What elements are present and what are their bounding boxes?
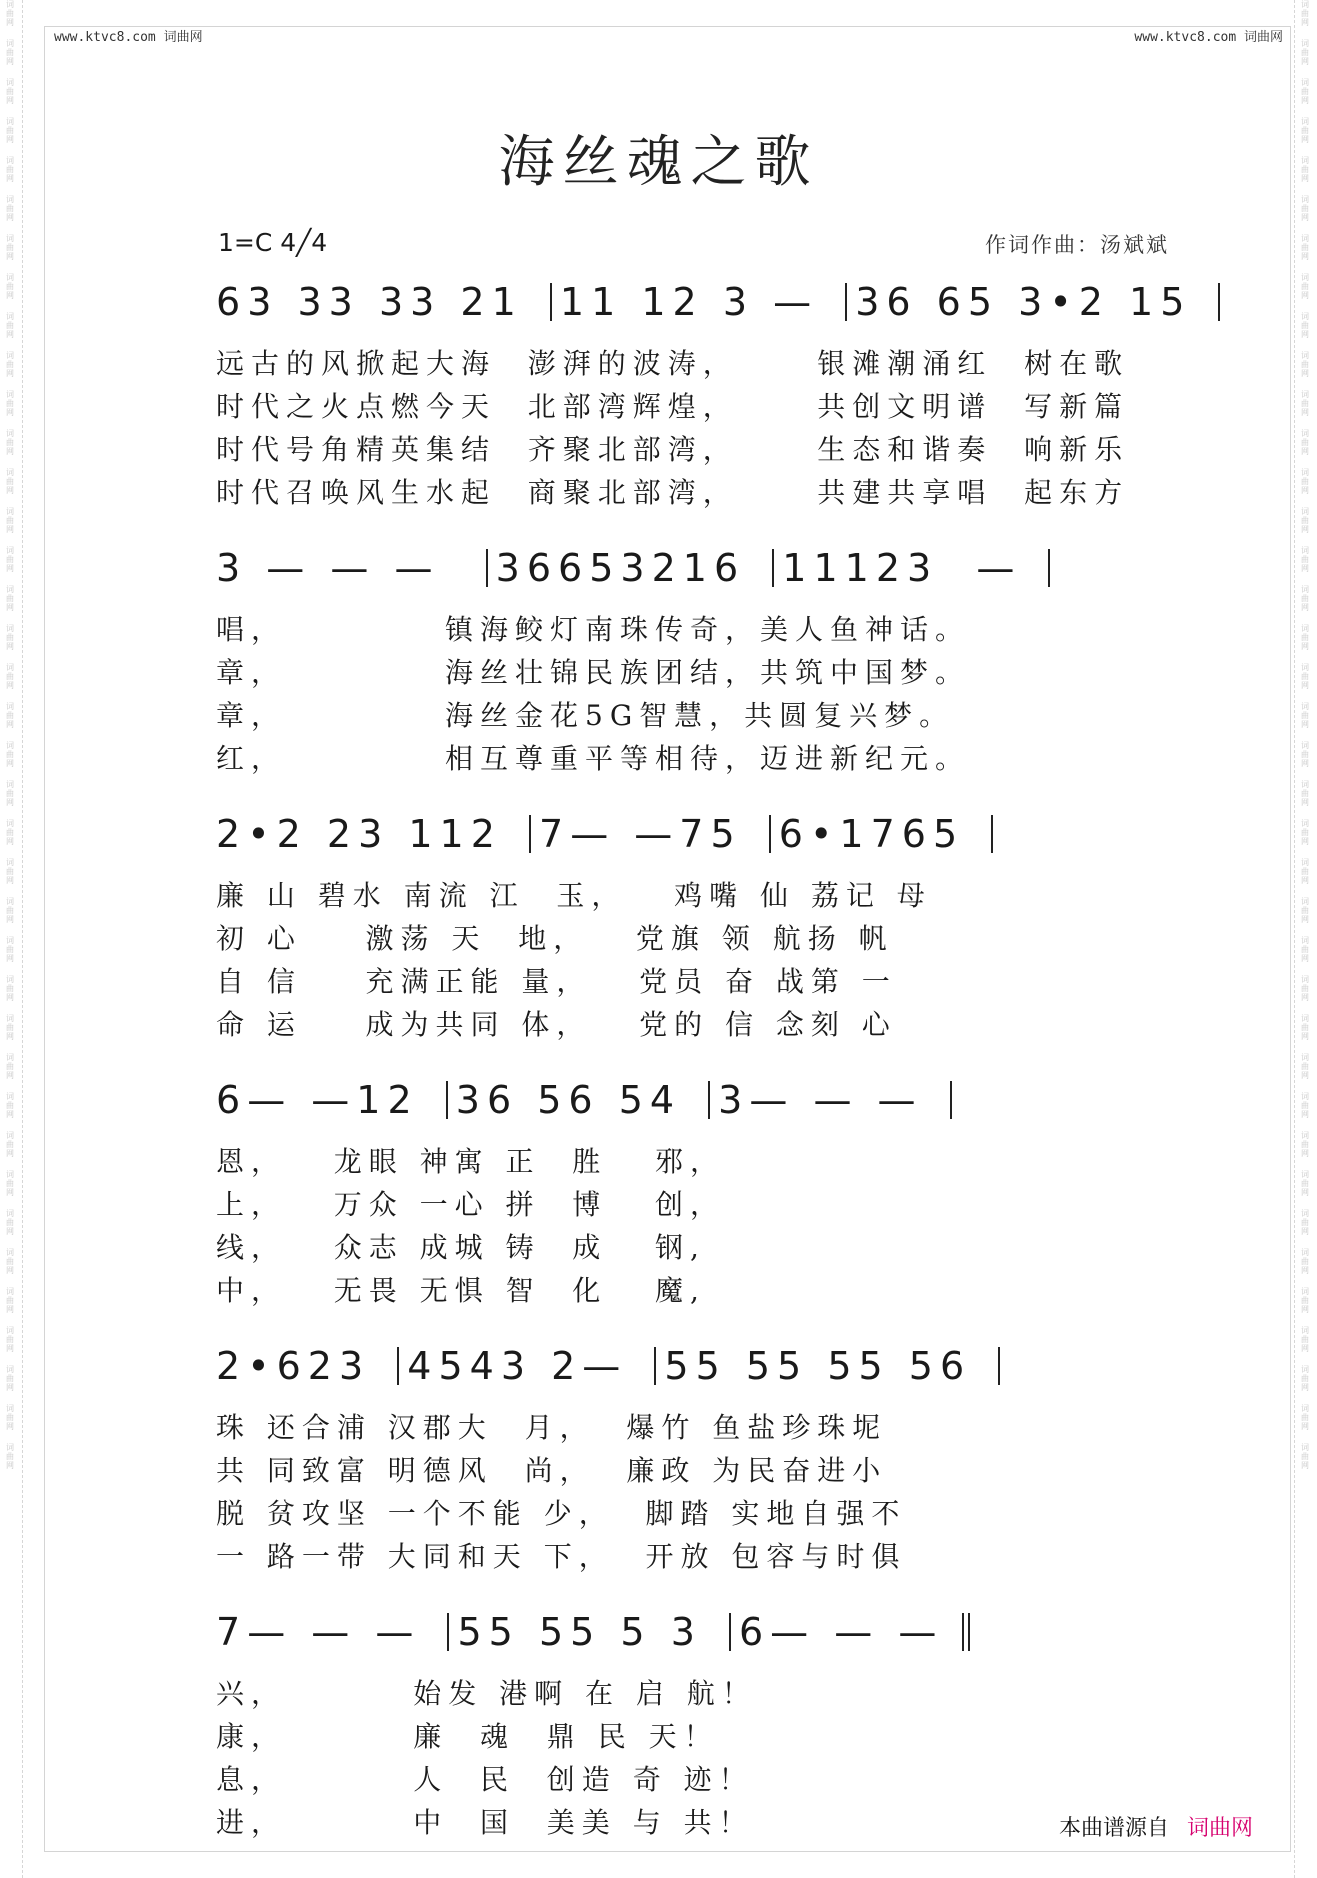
watermark-text: 词曲网 [1301,390,1309,417]
notation-line: 2•2 23 112 7— —75 6•1765 [216,804,1296,864]
watermark-text: 词曲网 [6,117,14,144]
lyric-verse-2: 初 心 激荡 天 地， 党旗 领 航扬 帆 [216,922,894,955]
footer-source [1059,1811,1253,1842]
system-6 [216,1602,1296,1844]
notation-line: 2•623 4543 2— 55 55 55 56 [216,1336,1296,1396]
lyric-verse-1: 远古的风掀起大海 澎湃的波涛， 银滩潮涌红 树在歌 [216,347,1130,380]
watermark-text: 词曲网 [1301,0,1309,27]
barline [486,549,488,587]
watermark-text: 词曲网 [6,273,14,300]
watermark-text: 词曲网 [6,429,14,456]
watermark-text: 词曲网 [6,624,14,651]
header-right-site[interactable]: www.ktvc8.com 词曲网 [1134,30,1283,45]
watermark-text: 词曲网 [1301,429,1309,456]
lyric-verse-3: 自 信 充满正能 量， 党员 奋 战第 一 [216,965,897,998]
watermark-text: 词曲网 [1301,273,1309,300]
lyric-verse-2: 共 同致富 明德风 尚， 廉政 为民奋进小 [216,1454,888,1487]
score [216,272,1296,1868]
watermark-text: 词曲网 [6,156,14,183]
watermark-text: 词曲网 [1301,507,1309,534]
watermark-text: 词曲网 [1301,156,1309,183]
watermark-text: 词曲网 [1301,897,1309,924]
watermark-text: 词曲网 [1301,663,1309,690]
watermark-text: 词曲网 [1301,1170,1309,1197]
lyric-verse-4: 命 运 成为共同 体， 党的 信 念刻 心 [216,1008,897,1041]
lyric-verse-1: 兴， 始发 港啊 在 启 航！ [216,1677,757,1710]
watermark-text: 词曲网 [1301,624,1309,651]
watermark-text: 词曲网 [1301,1365,1309,1392]
lyric-verse-3: 息， 人 民 创造 奇 迹！ [216,1763,754,1796]
watermark-text: 词曲网 [6,546,14,573]
lyric-verse-3: 线， 众志 成城 铸 成 钢, [216,1231,706,1264]
watermark-text: 词曲网 [6,741,14,768]
watermark-text: 词曲网 [1301,1287,1309,1314]
barline [529,815,531,853]
watermark-text: 词曲网 [1301,741,1309,768]
lyric-verse-3: 脱 贫攻坚 一个不能 少， 脚踏 实地自强不 [216,1497,907,1530]
watermark-text: 词曲网 [6,1014,14,1041]
watermark-text: 词曲网 [1301,195,1309,222]
watermark-text: 词曲网 [6,975,14,1002]
barline [998,1347,1000,1385]
watermark-text: 词曲网 [1301,975,1309,1002]
system-4 [216,1070,1296,1312]
barline [654,1347,656,1385]
watermark-text: 词曲网 [1301,936,1309,963]
barline [550,283,552,321]
barline [708,1081,710,1119]
barline [950,1081,952,1119]
lyric-verse-2: 上， 万众 一心 拼 博 创， [216,1188,726,1221]
watermark-text: 词曲网 [6,1053,14,1080]
barline [772,549,774,587]
lyric-verse-4: 一 路一带 大同和天 下， 开放 包容与时俱 [216,1540,907,1573]
lyric-verse-3: 时代号角精英集结 齐聚北部湾， 生态和谐奏 响新乐 [216,433,1130,466]
watermark-text: 词曲网 [1301,1443,1309,1470]
barline [397,1347,399,1385]
watermark-text: 词曲网 [6,1131,14,1158]
barline [446,1081,448,1119]
barline [769,815,771,853]
watermark-text: 词曲网 [1301,1248,1309,1275]
watermark-text: 词曲网 [6,780,14,807]
watermark-text: 词曲网 [1301,1209,1309,1236]
watermark-text: 词曲网 [6,390,14,417]
watermark-text: 词曲网 [6,663,14,690]
barline [1048,549,1050,587]
watermark-text: 词曲网 [1301,312,1309,339]
key-time-signature: 1=C 4╱4 [218,228,328,257]
watermark-text: 词曲网 [6,507,14,534]
lyric-verse-4: 红， 相互尊重平等相待，迈进新纪元。 [216,742,971,775]
notation-line: 7— — — 55 55 5 3 6— — — [216,1602,1296,1662]
barline [1218,283,1220,321]
watermark-text: 词曲网 [6,0,14,27]
watermark-text: 词曲网 [1301,585,1309,612]
notation-line: 3 — — — 36653216 11123 — [216,538,1296,598]
watermark-text: 词曲网 [6,897,14,924]
barline [991,815,993,853]
watermark-text: 词曲网 [6,234,14,261]
watermark-text: 词曲网 [6,585,14,612]
watermark-text: 词曲网 [1301,468,1309,495]
watermark-text: 词曲网 [1301,1404,1309,1431]
watermark-text: 词曲网 [1301,1014,1309,1041]
watermark-text: 词曲网 [1301,780,1309,807]
system-3 [216,804,1296,1046]
lyric-verse-4: 进， 中 国 美美 与 共！ [216,1806,754,1839]
system-1 [216,272,1296,514]
watermark-text: 词曲网 [1301,819,1309,846]
barline [447,1613,449,1651]
watermark-text: 词曲网 [1301,351,1309,378]
watermark-text: 词曲网 [6,1287,14,1314]
system-5 [216,1336,1296,1578]
system-2 [216,538,1296,780]
watermark-text: 词曲网 [1301,858,1309,885]
watermark-text: 词曲网 [1301,39,1309,66]
final-barline [968,1613,970,1651]
watermark-text: 词曲网 [6,1443,14,1470]
watermark-text: 词曲网 [6,936,14,963]
header-left-site[interactable]: www.ktvc8.com 词曲网 [54,30,203,45]
watermark-text: 词曲网 [6,858,14,885]
song-title: 海丝魂之歌 [498,130,819,195]
footer-label: 本曲谱源自 [1058,1816,1169,1841]
watermark-text: 词曲网 [1301,702,1309,729]
watermark-text: 词曲网 [6,195,14,222]
lyric-verse-1: 唱， 镇海鲛灯南珠传奇，美人鱼神话。 [216,613,971,646]
lyric-verse-1: 廉 山 碧水 南流 江 玉， 鸡嘴 仙 荔记 母 [216,879,932,912]
right-watermark-strip [1294,0,1317,1878]
notation-line: 63 33 33 21 11 12 3 — 36 65 3•2 15 [216,272,1296,332]
watermark-text: 词曲网 [6,351,14,378]
lyric-verse-2: 章， 海丝壮锦民族团结，共筑中国梦。 [216,656,971,689]
lyric-verse-3: 章， 海丝金花5G智慧，共圆复兴梦。 [216,699,955,732]
watermark-text: 词曲网 [6,312,14,339]
watermark-text: 词曲网 [1301,1053,1309,1080]
watermark-text: 词曲网 [1301,1326,1309,1353]
lyric-verse-4: 中， 无畏 无惧 智 化 魔, [216,1274,706,1307]
watermark-text: 词曲网 [1301,1092,1309,1119]
barline [729,1613,731,1651]
watermark-text: 词曲网 [6,1209,14,1236]
watermark-text: 词曲网 [6,1170,14,1197]
footer-site-link[interactable]: 词曲网 [1186,1816,1253,1841]
lyric-verse-1: 珠 还合浦 汉郡大 月， 爆竹 鱼盐珍珠坭 [216,1411,888,1444]
lyric-verse-2: 时代之火点燃今天 北部湾辉煌， 共创文明谱 写新篇 [216,390,1130,423]
left-watermark-strip [0,0,23,1878]
lyric-verse-4: 时代召唤风生水起 商聚北部湾， 共建共享唱 起东方 [216,476,1130,509]
watermark-text: 词曲网 [6,468,14,495]
watermark-text: 词曲网 [6,819,14,846]
composer-credit: 作词作曲：汤斌斌 [985,233,1169,257]
lyric-verse-2: 康， 廉 魂 鼎 民 天！ [216,1720,719,1753]
watermark-text: 词曲网 [6,39,14,66]
barline [845,283,847,321]
watermark-text: 词曲网 [6,1248,14,1275]
watermark-text: 词曲网 [6,1092,14,1119]
watermark-text: 词曲网 [6,1365,14,1392]
watermark-text: 词曲网 [6,1404,14,1431]
watermark-text: 词曲网 [1301,117,1309,144]
watermark-text: 词曲网 [1301,1131,1309,1158]
watermark-text: 词曲网 [1301,546,1309,573]
watermark-text: 词曲网 [6,702,14,729]
lyric-verse-1: 恩， 龙眼 神寓 正 胜 邪， [216,1145,726,1178]
notation-line: 6— —12 36 56 54 3— — — [216,1070,1296,1130]
watermark-text: 词曲网 [6,78,14,105]
watermark-text: 词曲网 [6,1326,14,1353]
watermark-text: 词曲网 [1301,78,1309,105]
watermark-text: 词曲网 [1301,234,1309,261]
